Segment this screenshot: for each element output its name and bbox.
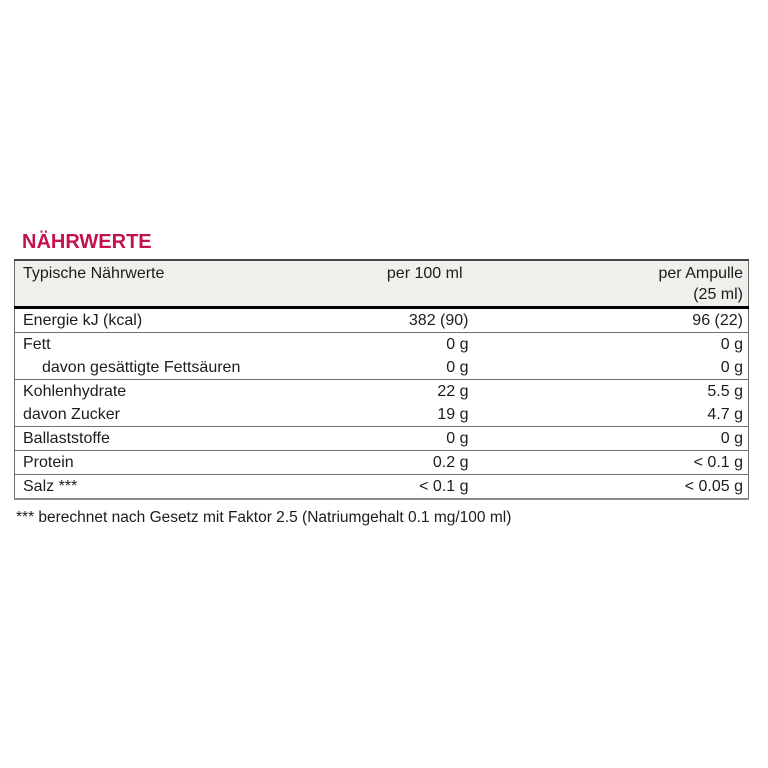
value-per-ampulle: 0 g <box>471 356 749 380</box>
nutrient-label: Protein <box>15 451 313 475</box>
value-per-100ml: 382 (90) <box>313 308 471 333</box>
column-header-per-100ml: per 100 ml <box>313 260 471 308</box>
table-row <box>15 427 749 451</box>
value-per-ampulle: 5.5 g <box>707 383 743 400</box>
footnote: *** berechnet nach Gesetz mit Faktor 2.5 (Natriumgehalt 0.1 mg/100 ml) <box>16 509 512 526</box>
per-ampulle-line2: (25 ml) <box>693 286 743 303</box>
value-per-100ml: 22 g <box>437 383 469 400</box>
value-per-ampulle: 0 g <box>720 336 743 353</box>
value-per-100ml: 0 g <box>313 356 471 380</box>
column-header-typische-naehrwerte: Typische Nährwerte <box>15 260 313 308</box>
nutrient-label: Fett <box>23 336 51 353</box>
value-per-100ml: 19 g <box>313 403 471 427</box>
value-per-ampulle: 0 g <box>471 427 749 451</box>
table-row <box>15 475 749 500</box>
nutrient-label: Kohlenhydrate <box>23 383 127 400</box>
value-per-100ml: 0.2 g <box>313 451 471 475</box>
nutrient-label: Salz *** <box>23 478 78 495</box>
value-per-100ml: 0 g <box>446 336 469 353</box>
nutrient-label: davon Zucker <box>15 403 313 427</box>
value-per-100ml: < 0.1 g <box>419 478 469 495</box>
page-title: NÄHRWERTE <box>22 231 152 253</box>
value-per-ampulle: < 0.05 g <box>684 478 743 495</box>
table-row <box>15 356 749 380</box>
table-row <box>15 451 749 475</box>
table-row <box>15 403 749 427</box>
value-per-100ml: 0 g <box>313 427 471 451</box>
nutrition-table <box>14 259 749 500</box>
nutrient-label: Energie kJ (kcal) <box>15 308 313 333</box>
table-row <box>15 333 749 357</box>
table-header-row <box>15 260 749 308</box>
nutrient-label: davon gesättigte Fettsäuren <box>15 356 313 380</box>
table-row <box>15 308 749 333</box>
value-per-ampulle: 96 (22) <box>471 308 749 333</box>
per-ampulle-line1: per Ampulle <box>658 265 743 282</box>
value-per-ampulle: < 0.1 g <box>471 451 749 475</box>
value-per-ampulle: 4.7 g <box>471 403 749 427</box>
column-header-per-ampulle <box>471 260 749 308</box>
nutrient-label: Ballaststoffe <box>15 427 313 451</box>
table-row <box>15 380 749 404</box>
